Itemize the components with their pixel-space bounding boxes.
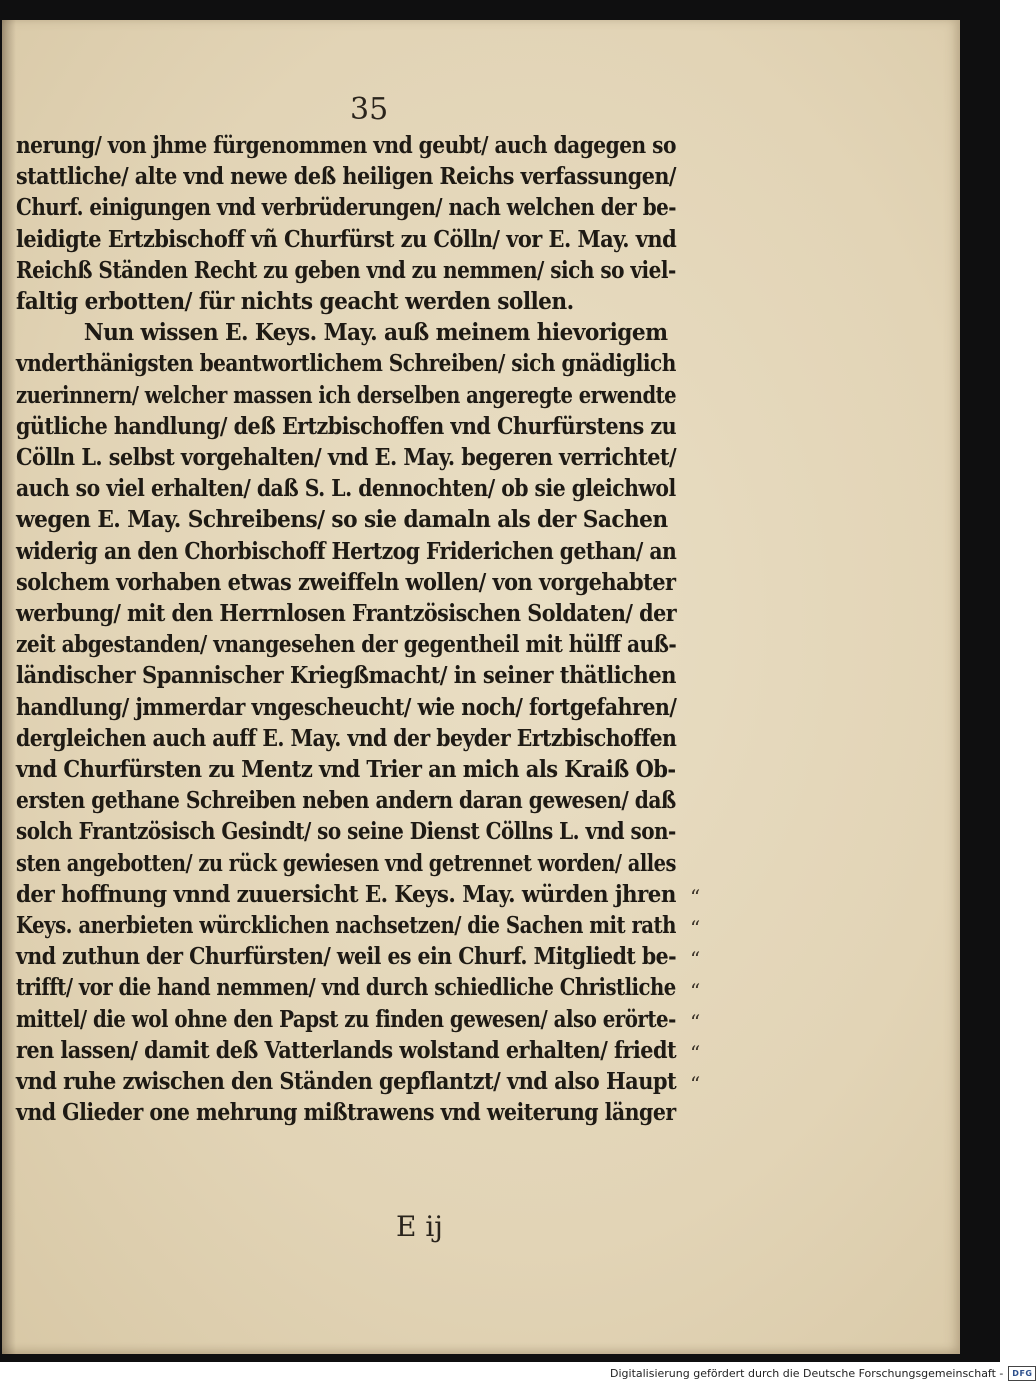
text-line: handlung/ jmmerdar vngescheucht/ wie noch/ fortgefahren/ <box>16 693 677 721</box>
text-line: zeit abgestanden/ vnangesehen der gegentheil mit hülff auß- <box>16 631 677 659</box>
text-line: Cölln L. selbst vorgehalten/ vnd E. May. begeren verrichtet/ <box>16 444 677 472</box>
text-line: vnd zuthun der Churfürsten/ weil es ein Churf. Mitgliedt be- <box>16 943 677 971</box>
text-line: widerig an den Chorbischoff Hertzog Friderichen gethan/ an <box>16 537 677 565</box>
text-line: wegen E. May. Schreibens/ so sie damaln als der Sachen <box>16 506 668 534</box>
text-line: Reichß Ständen Recht zu geben vnd zu nemmen/ sich so viel- <box>16 256 676 284</box>
text-line: vnd Glieder one mehrung mißtrawens vnd weiterung länger <box>16 1099 676 1127</box>
text-line: ren lassen/ damit deß Vatterlands wolstand erhalten/ friedt <box>16 1036 677 1064</box>
margin-quote: “ <box>690 1009 701 1034</box>
text-line: solch Frantzösisch Gesindt/ so seine Dienst Cöllns L. vnd son- <box>16 818 676 846</box>
text-line: der hoffnung vnnd zuuersicht E. Keys. May. würden jhren <box>16 880 676 908</box>
margin-quote: “ <box>690 1040 701 1065</box>
text-line: gütliche handlung/ deß Ertzbischoffen vnd Churfürstens zu <box>16 412 677 440</box>
margin-quote: “ <box>690 1072 701 1097</box>
text-line: vnd ruhe zwischen den Ständen gepflantzt/ vnd also Haupt <box>16 1068 677 1096</box>
text-line: solchem vorhaben etwas zweiffeln wollen/ von vorgehabter <box>16 568 676 596</box>
funding-footer <box>610 1365 1036 1381</box>
margin-quote: “ <box>690 978 701 1003</box>
text-line: ländischer Spannischer Kriegßmacht/ in seiner thätlichen <box>16 662 676 690</box>
gutter-shadow <box>2 20 16 1354</box>
text-line: auch so viel erhalten/ daß S. L. dennochten/ ob sie gleichwol <box>16 475 676 503</box>
text-line: Keys. anerbieten würcklichen nachsetzen/ die Sachen mit rath <box>16 912 676 940</box>
text-line: werbung/ mit den Herrnlosen Frantzösischen Soldaten/ der <box>16 600 677 628</box>
text-line: Churf. einigungen vnd verbrüderungen/ nach welchen der be- <box>16 194 677 222</box>
text-line: dergleichen auch auff E. May. vnd der beyder Ertzbischoffen <box>16 724 677 752</box>
margin-quote: “ <box>690 947 701 972</box>
text-line: vnderthänigsten beantwortlichem Schreiben/ sich gnädiglich <box>16 350 676 378</box>
text-line: trifft/ vor die hand nemmen/ vnd durch schiedliche Christliche <box>16 974 676 1002</box>
text-line: sten angebotten/ zu rück gewiesen vnd getrennet worden/ alles <box>16 849 676 877</box>
text-line: faltig erbotten/ für nichts geacht werden sollen. <box>16 288 574 316</box>
margin-quote: “ <box>690 885 701 909</box>
text-line: mittel/ die wol ohne den Papst zu finden gewesen/ also erörte- <box>16 1005 676 1033</box>
text-line: vnd Churfürsten zu Mentz vnd Trier an mich als Kraiß Ob- <box>16 756 676 784</box>
text-line: stattliche/ alte vnd newe deß heiligen Reichs verfassungen/ <box>16 163 676 191</box>
book-page <box>2 20 960 1354</box>
page-number: 35 <box>350 92 389 127</box>
margin-quote: “ <box>690 916 701 941</box>
text-line: leidigte Ertzbischoff vñ Churfürst zu Cölln/ vor E. May. vnd <box>16 225 677 253</box>
text-line: zuerinnern/ welcher massen ich derselben angeregte erwendte <box>16 381 677 409</box>
text-block <box>16 130 716 1129</box>
dfg-logo-icon: DFG <box>1008 1366 1036 1381</box>
margin-quotation-marks <box>690 882 720 1100</box>
text-line: Nun wissen E. Keys. May. auß meinem hievorigem <box>83 319 668 347</box>
printer-signature: E ij <box>396 1210 443 1243</box>
text-line: nerung/ von jhme fürgenommen vnd geubt/ auch dagegen so <box>16 132 676 159</box>
text-line: ersten gethane Schreiben neben andern daran gewesen/ daß <box>16 787 676 815</box>
footer-text: Digitalisierung gefördert durch die Deutsche Forschungsgemeinschaft - <box>610 1366 1004 1380</box>
